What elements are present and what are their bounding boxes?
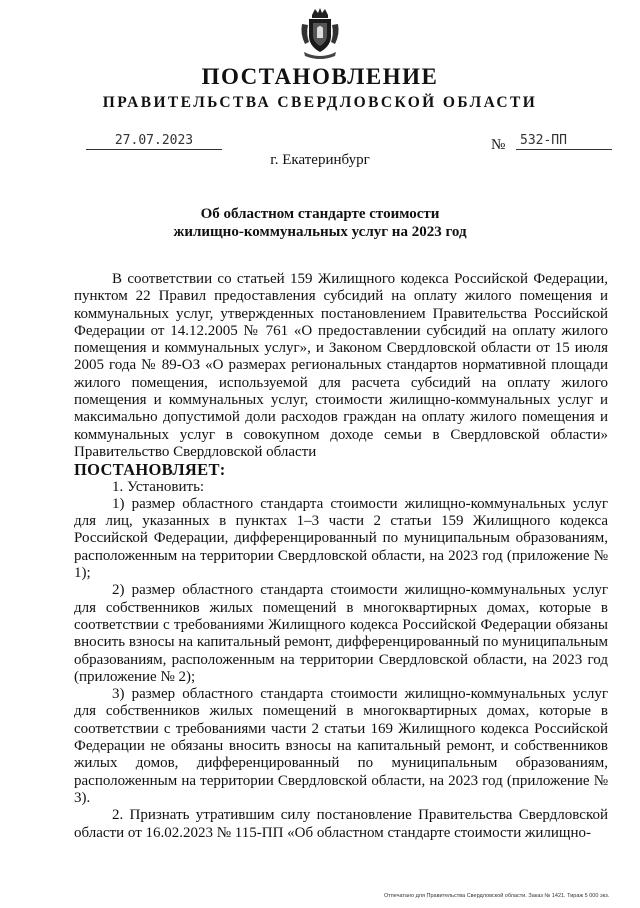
document-body <box>74 271 608 842</box>
number-sign: № <box>491 137 506 153</box>
clause-1-item-3: 3) размер областного стандарта стоимости жилищно-коммунальных услуг для собственников жилых помещений в многоквартирных домах, которые в соответствии с требованиями части 2 статьи 169 Жилищного кодекса Российской Федерации не обязаны вносить взносы на капитальный ремонт, и собственников жилых домов, дифференцированный по муниципальным образованиям, расположенным на территории Свердловской области, на 2023 год (приложение № 3). <box>74 686 608 806</box>
document-date: 27.07.2023 <box>86 133 222 150</box>
clause-1-item-1: 1) размер областного стандарта стоимости жилищно-коммунальных услуг для лиц, указанных в пунктах 1–3 части 2 статьи 159 Жилищного кодекса Российской Федерации, дифференцированный по муниципальным образованиям, расположенным на территории Свердловской области, на 2023 год (приложение № 1); <box>74 495 608 582</box>
document-number: 532-ПП <box>516 133 612 150</box>
document-title <box>0 205 640 241</box>
city-line: г. Екатеринбург <box>270 152 370 168</box>
document-type-heading: ПОСТАНОВЛЕНИЕ <box>201 64 439 89</box>
document-title-line-2: жилищно-коммунальных услуг на 2023 год <box>173 224 467 240</box>
decree-heading: ПОСТАНОВЛЯЕТ: <box>74 460 226 480</box>
print-imprint: Отпечатано для Правительства Свердловской области. Заказ № 1421. Тираж 5 000 экз. <box>384 893 610 899</box>
clause-2: 2. Признать утратившим силу постановление Правительства Свердловской области от 16.02.2023 № 115-ПП «Об областном стандарте стоимости жилищно- <box>74 807 608 841</box>
intro-paragraph: В соответствии со статьей 159 Жилищного кодекса Российской Федерации, пунктом 22 Правил предоставления субсидий на оплату жилого помещения и коммунальных услуг, утвержденных постановлением Правительства Российской Федерации от 14.12.2005 № 761 «О предоставлении субсидий на оплату жилого помещения и коммунальных услуг», и Законом Свердловской области от 15 июля 2005 года № 89-ОЗ «О размерах региональных стандартов нормативной площади жилого помещения, используемой для расчета субсидий на оплату жилого помещения и коммунальных услуг, стоимости жилищно-коммунальных услуг и максимально допустимой доли расходов граждан на оплату жилого помещения и коммунальных услуг в совокупном доходе семьи в Свердловской области» Правительство Свердловской области <box>74 271 608 460</box>
coat-of-arms-icon <box>299 6 341 60</box>
clause-1: 1. Установить: <box>112 478 205 495</box>
issuer-heading: ПРАВИТЕЛЬСТВА СВЕРДЛОВСКОЙ ОБЛАСТИ <box>102 94 538 111</box>
document-title-line-1: Об областном стандарте стоимости <box>200 206 440 222</box>
clause-1-item-2: 2) размер областного стандарта стоимости жилищно-коммунальных услуг для собственников жилых помещений в многоквартирных домах, которые в соответствии с требованиями Жилищного кодекса Российской Федерации обязаны вносить взносы на капитальный ремонт, дифференцированный по муниципальным образованиям, расположенным на территории Свердловской области, на 2023 год (приложение № 2); <box>74 582 608 685</box>
